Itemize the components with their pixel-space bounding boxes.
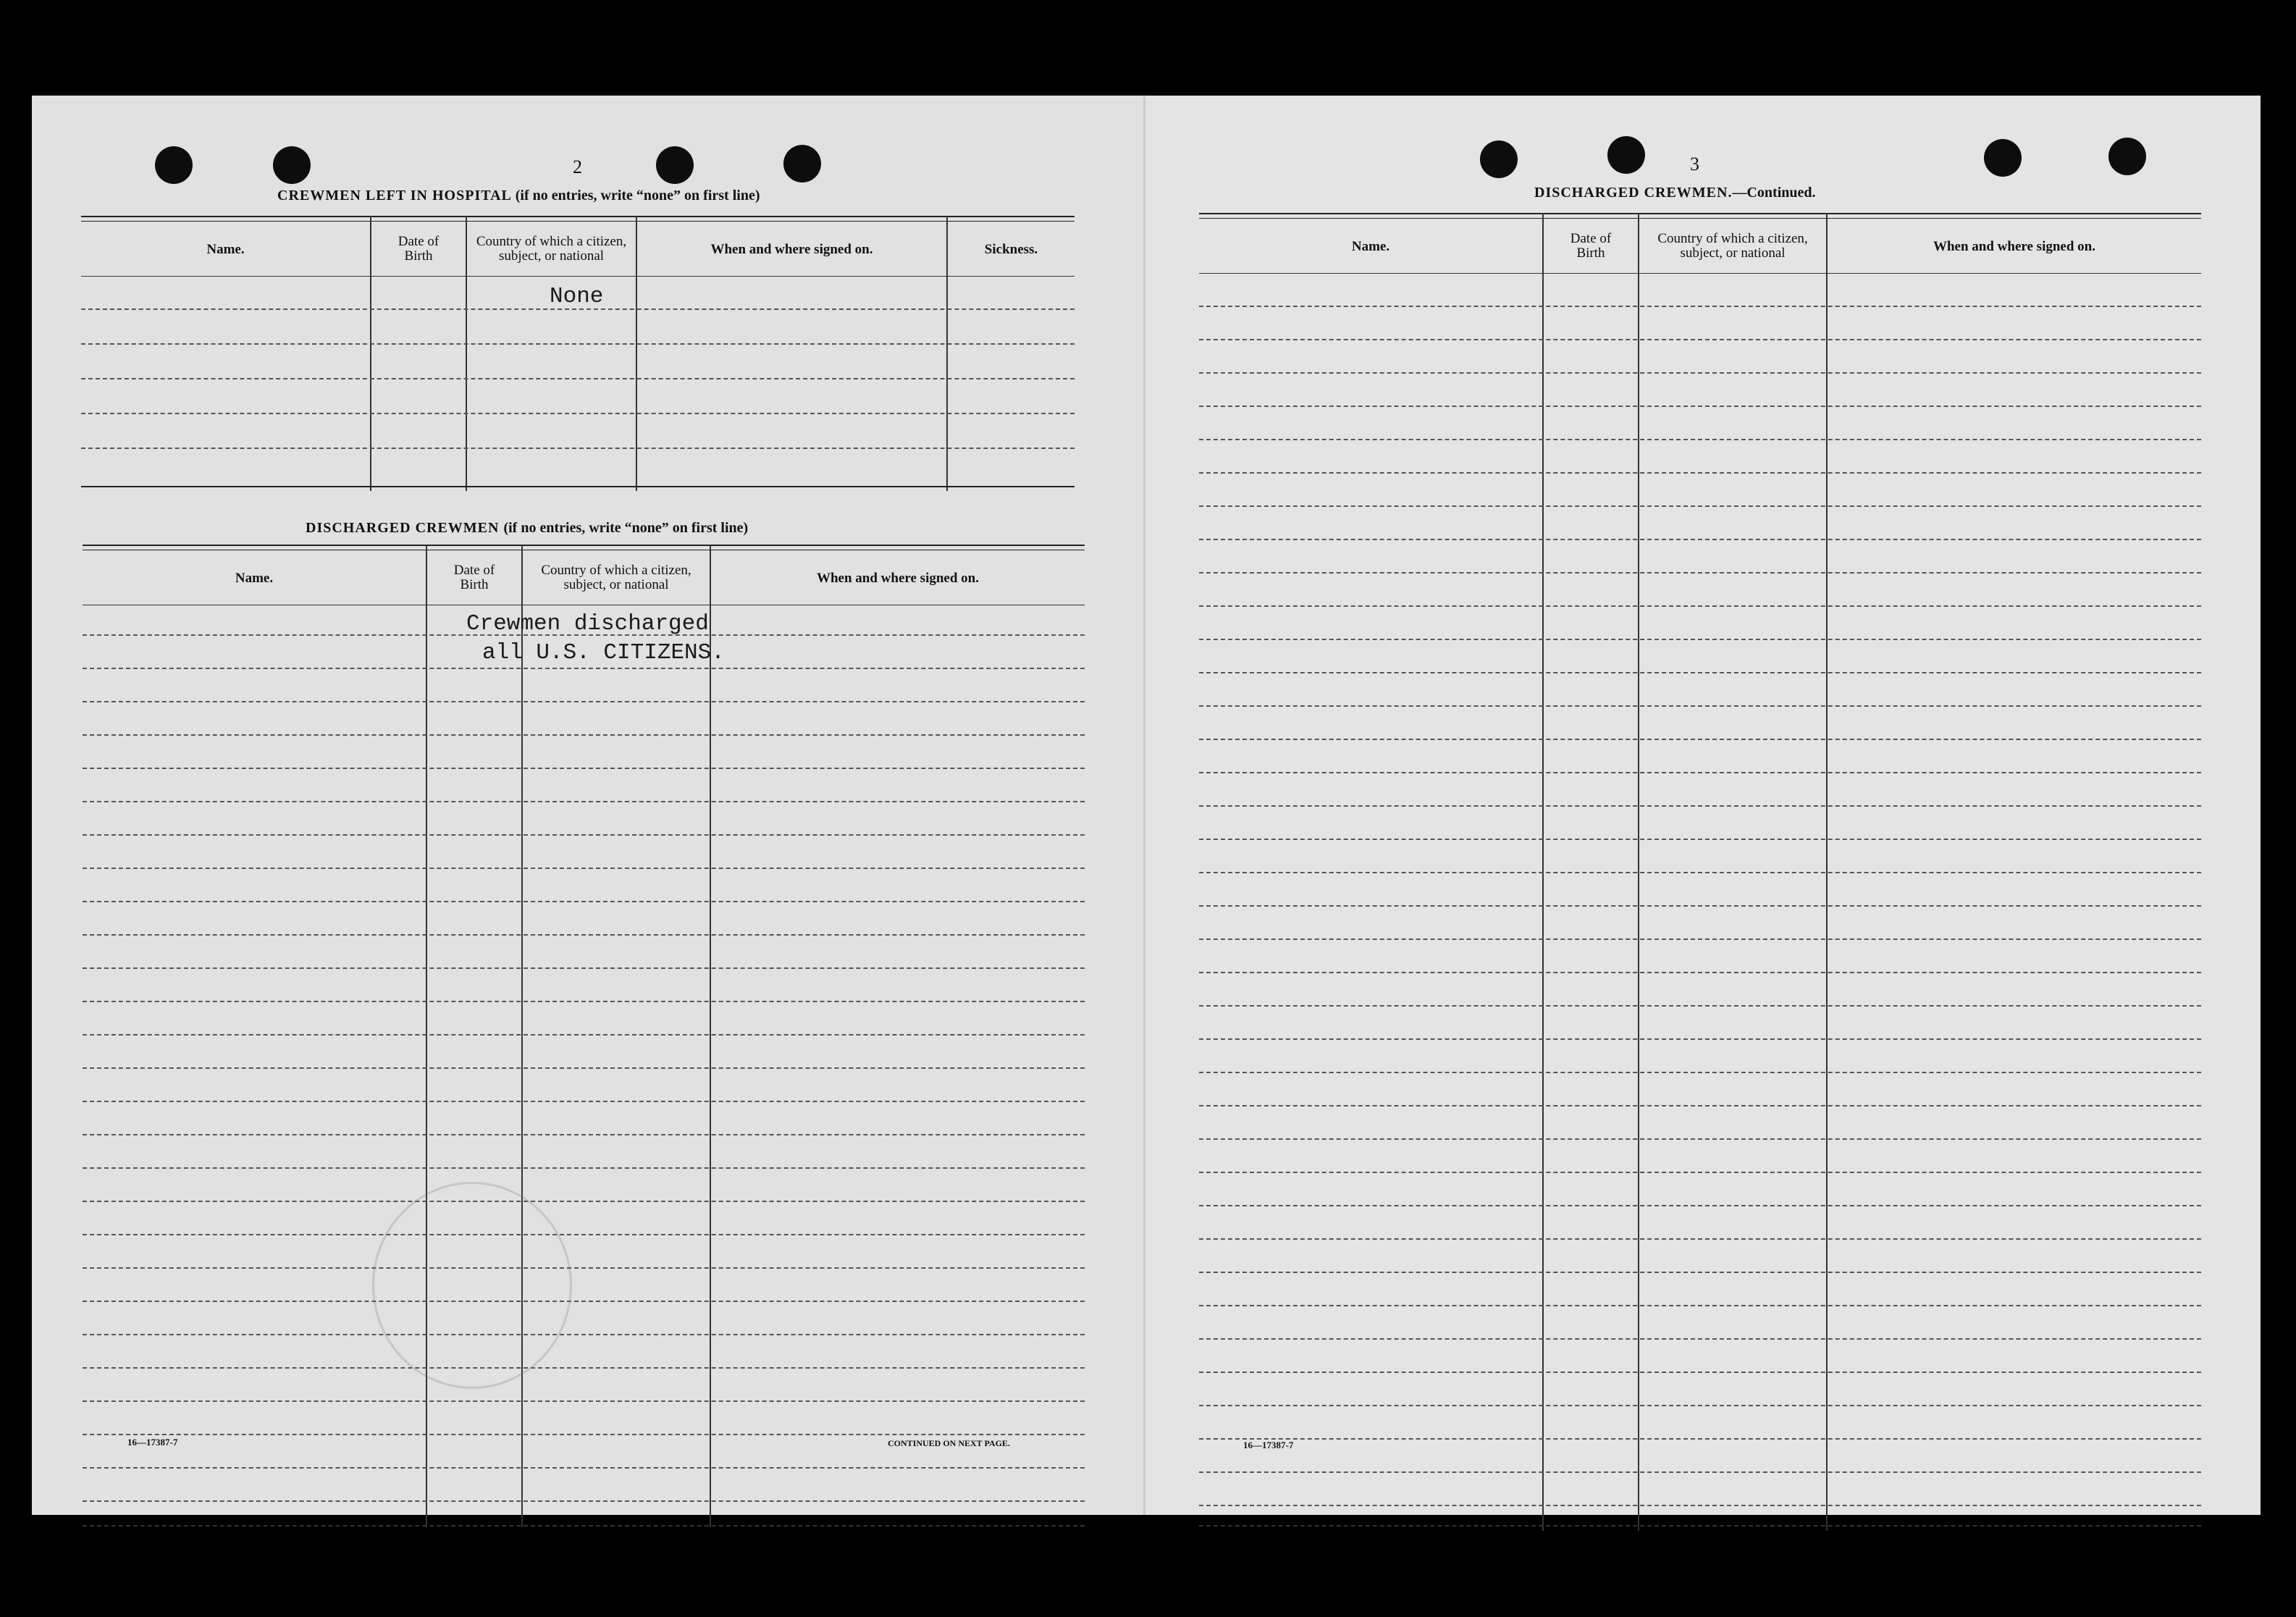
col-country-header: Country of which a citizen, subject, or national bbox=[541, 563, 691, 592]
punch-hole bbox=[783, 145, 821, 182]
discharged-table bbox=[83, 545, 1085, 1529]
faded-stamp bbox=[372, 1182, 572, 1389]
col-dob-header: Date of Birth bbox=[1570, 231, 1612, 261]
page-number: 3 bbox=[1690, 154, 1699, 175]
hospital-entry: None bbox=[550, 284, 604, 309]
form-number: 16—17387-7 bbox=[1243, 1440, 1294, 1450]
col-dob-header: Date of Birth bbox=[453, 563, 495, 592]
col-country-header: Country of which a citizen, subject, or national bbox=[476, 234, 627, 264]
punch-hole bbox=[1607, 136, 1645, 174]
punch-hole bbox=[155, 146, 193, 184]
col-signed-on-header: When and where signed on. bbox=[710, 241, 873, 257]
col-signed-on-header: When and where signed on. bbox=[1933, 238, 2095, 254]
discharged-continued-table bbox=[1199, 213, 2201, 1532]
col-sickness-header: Sickness. bbox=[984, 241, 1038, 257]
punch-hole bbox=[1480, 140, 1518, 178]
discharged-entry-line1: Crewmen discharged bbox=[466, 611, 709, 637]
col-dob-header: Date of Birth bbox=[398, 234, 440, 264]
right-title-note: —Continued. bbox=[1732, 185, 1816, 201]
col-signed-on-header: When and where signed on. bbox=[816, 570, 979, 586]
left-page bbox=[32, 96, 1145, 1515]
punch-hole bbox=[273, 146, 311, 184]
hospital-section-title bbox=[277, 188, 760, 204]
right-title-main: DISCHARGED CREWMEN. bbox=[1534, 185, 1733, 201]
discharged-title-note: (if no entries, write “none” on first line) bbox=[503, 520, 749, 536]
col-name-header: Name. bbox=[1351, 238, 1390, 254]
right-section-title bbox=[1534, 185, 1816, 201]
hospital-title-note: (if no entries, write “none” on first line) bbox=[515, 188, 760, 203]
discharged-title-main: DISCHARGED CREWMEN bbox=[306, 520, 500, 536]
hospital-table bbox=[81, 216, 1075, 495]
form-number: 16—17387-7 bbox=[127, 1437, 178, 1448]
col-name-header: Name. bbox=[235, 570, 274, 586]
continued-note: CONTINUED ON NEXT PAGE. bbox=[888, 1438, 1010, 1448]
col-country-header: Country of which a citizen, subject, or national bbox=[1657, 231, 1808, 261]
page-number: 2 bbox=[573, 156, 582, 177]
punch-hole bbox=[2108, 138, 2146, 175]
punch-hole bbox=[1984, 139, 2022, 177]
right-page bbox=[1145, 96, 2261, 1515]
hospital-title-main: CREWMEN LEFT IN HOSPITAL bbox=[277, 188, 511, 203]
discharged-section-title bbox=[306, 520, 748, 537]
discharged-entry-line2: all U.S. CITIZENS. bbox=[482, 640, 725, 665]
col-name-header: Name. bbox=[206, 241, 245, 257]
punch-hole bbox=[656, 146, 694, 184]
